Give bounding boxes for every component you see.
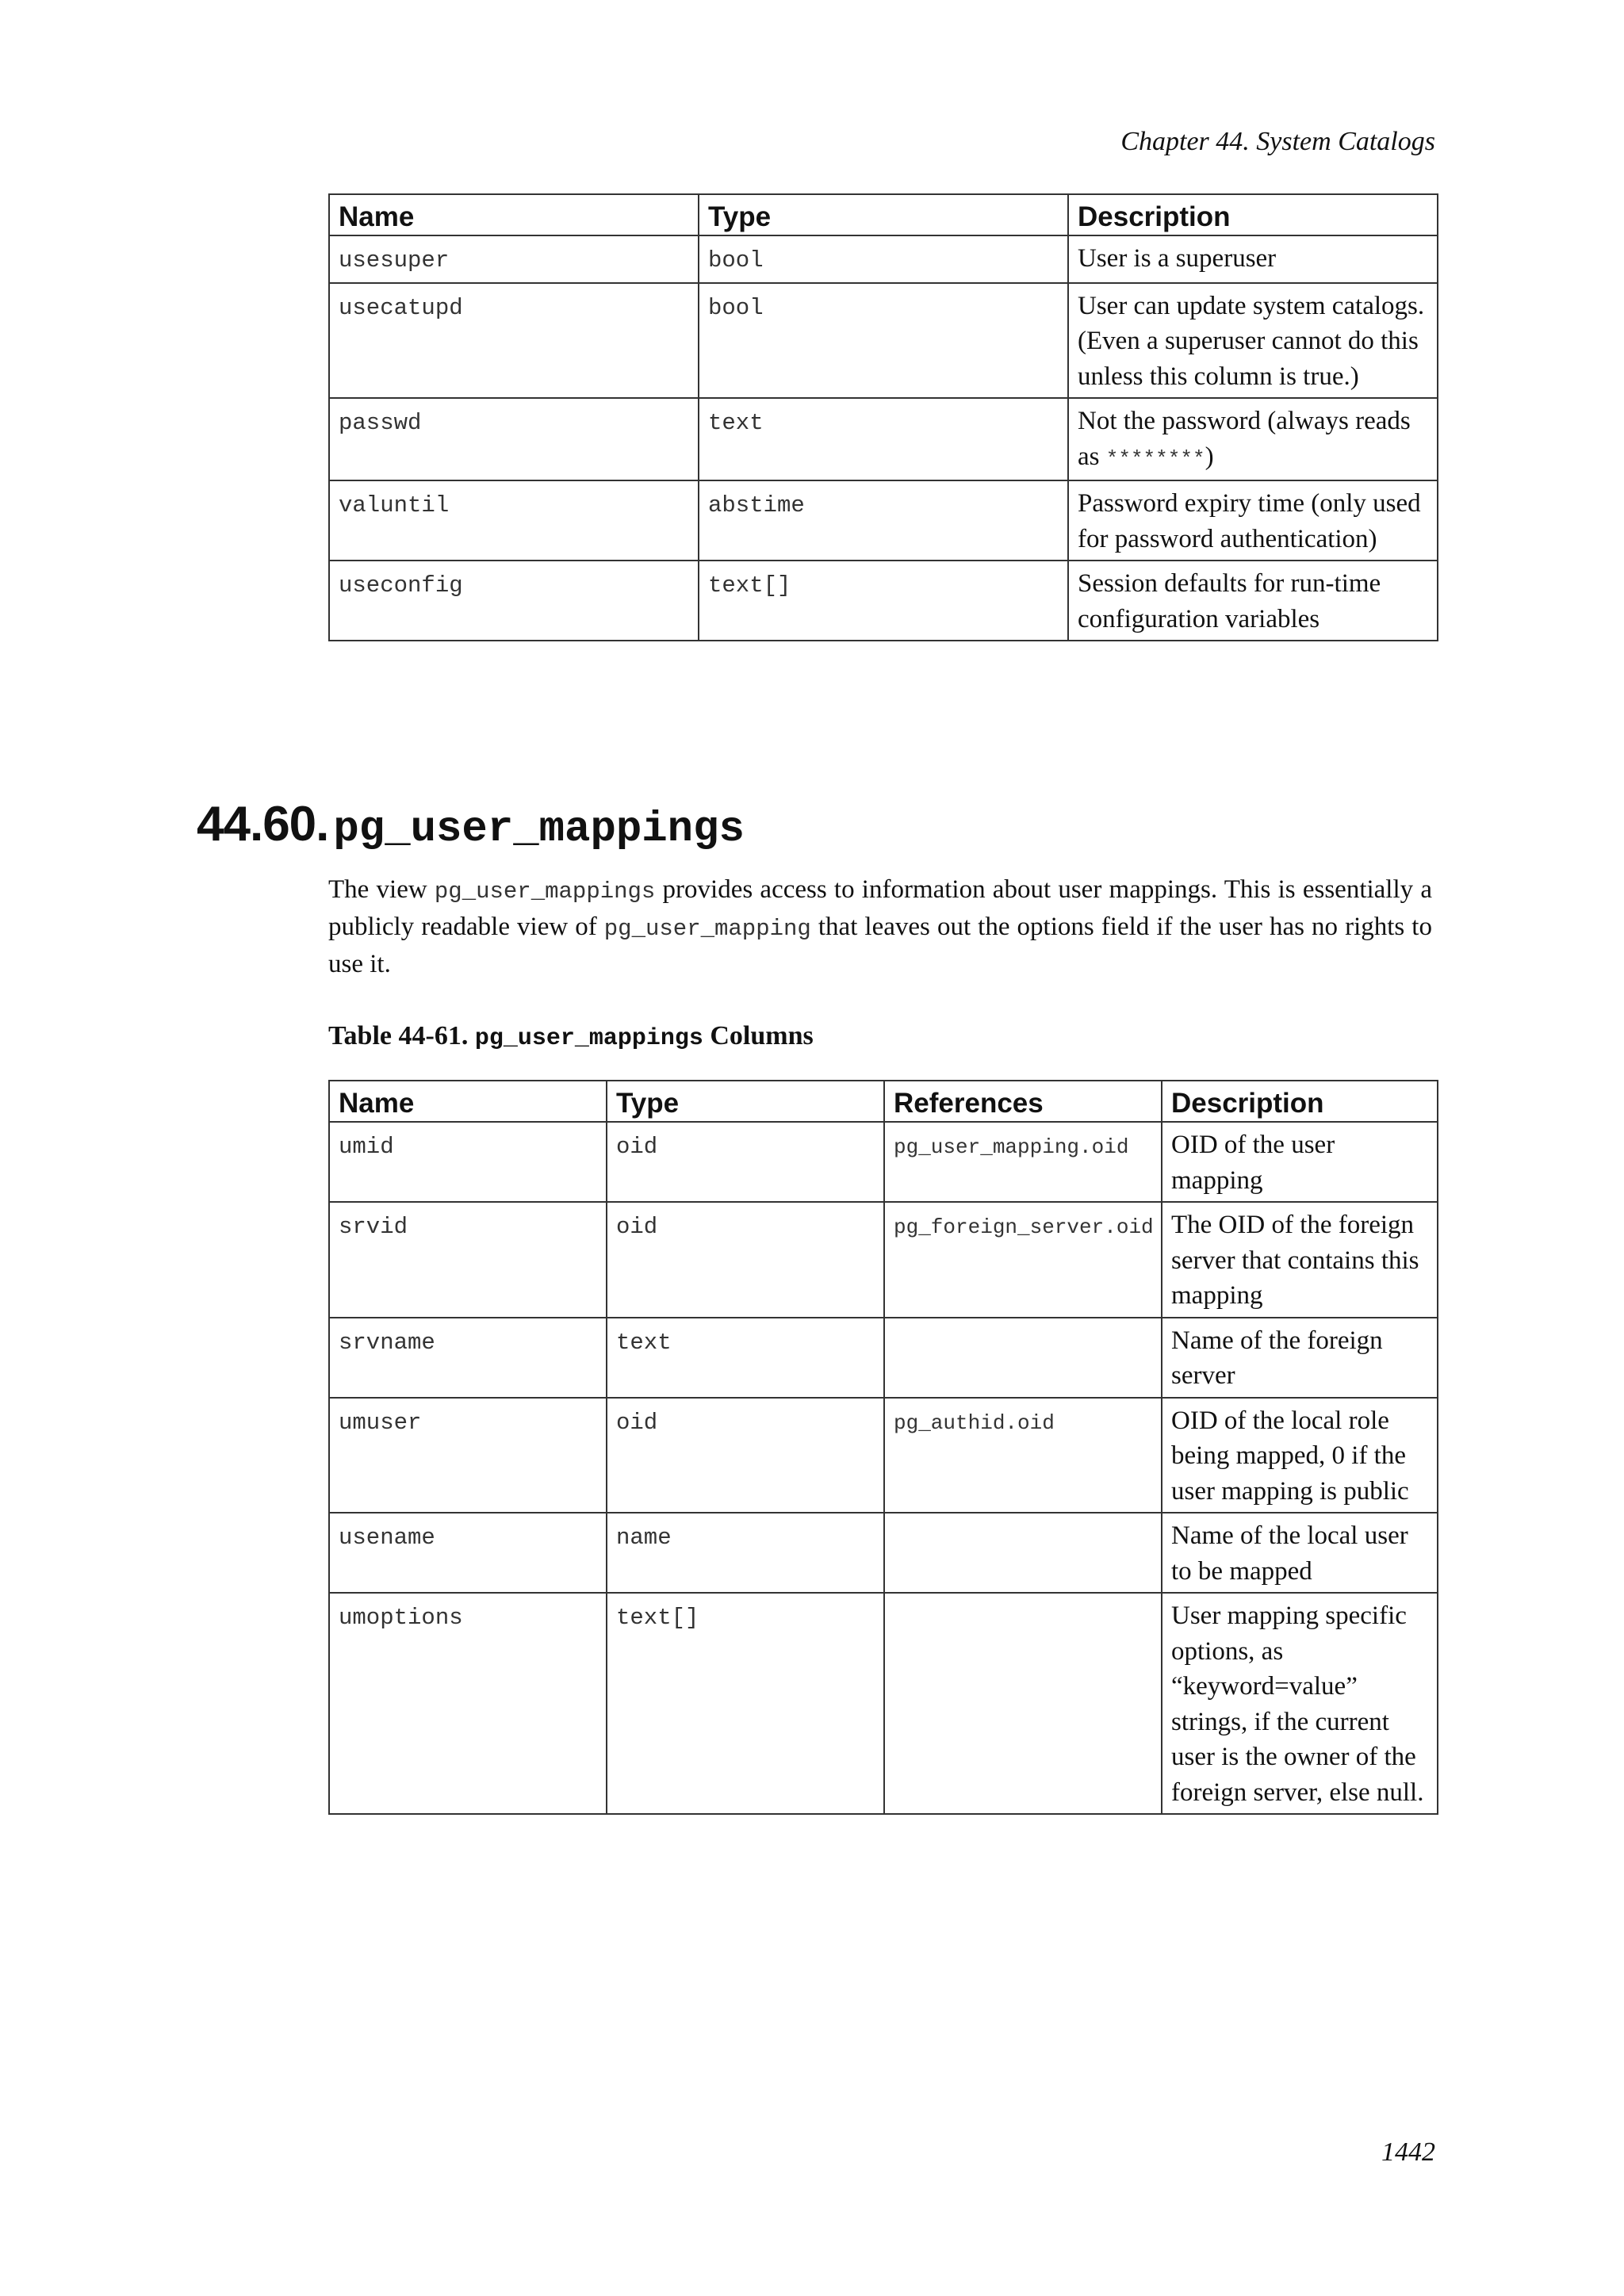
caption-suffix: Columns xyxy=(703,1021,814,1050)
section-number: 44.60. xyxy=(197,797,329,851)
table-row xyxy=(329,1122,1438,1202)
table-row xyxy=(329,283,1438,399)
cell-type: text xyxy=(699,398,1068,480)
column-header-type: Type xyxy=(607,1081,884,1122)
intro-text: provides access to information about user mappings. This is essentially a publicly readable view of xyxy=(328,875,1432,941)
caption-prefix: Table 44-61. xyxy=(328,1021,475,1050)
cell-name: useconfig xyxy=(329,561,699,641)
cell-description: OID of the local role being mapped, 0 if the user mapping is public xyxy=(1162,1398,1438,1513)
cell-references: pg_authid.oid xyxy=(884,1398,1162,1513)
cell-name: umoptions xyxy=(329,1593,607,1814)
cell-name: passwd xyxy=(329,398,699,480)
section-intro-paragraph xyxy=(328,872,1432,982)
cell-name: usesuper xyxy=(329,235,699,283)
column-header-description: Description xyxy=(1162,1081,1438,1122)
cell-type: bool xyxy=(699,283,1068,399)
cell-name: umid xyxy=(329,1122,607,1202)
cell-name: srvname xyxy=(329,1318,607,1398)
cell-type: text xyxy=(607,1318,884,1398)
table-row xyxy=(329,1318,1438,1398)
cell-references: pg_user_mapping.oid xyxy=(884,1122,1162,1202)
running-header: Chapter 44. System Catalogs xyxy=(1120,127,1435,156)
column-header-references: References xyxy=(884,1081,1162,1122)
table-row xyxy=(329,1513,1438,1593)
table-row xyxy=(329,1202,1438,1318)
cell-name: usecatupd xyxy=(329,283,699,399)
column-header-description: Description xyxy=(1068,194,1438,235)
cell-type: abstime xyxy=(699,480,1068,561)
cell-type: oid xyxy=(607,1202,884,1318)
cell-description: Name of the foreign server xyxy=(1162,1318,1438,1398)
cell-description: Password expiry time (only used for password authentication) xyxy=(1068,480,1438,561)
intro-code-view-name: pg_user_mappings xyxy=(434,878,656,905)
table-header-row xyxy=(329,1081,1438,1122)
pg-user-mappings-columns-table xyxy=(328,1080,1438,1815)
intro-text: The view xyxy=(328,875,435,904)
table-row xyxy=(329,480,1438,561)
table-row xyxy=(329,561,1438,641)
cell-type: oid xyxy=(607,1398,884,1513)
cell-description: The OID of the foreign server that contains this mapping xyxy=(1162,1202,1438,1318)
cell-description: OID of the user mapping xyxy=(1162,1122,1438,1202)
page-number: 1442 xyxy=(1381,2137,1435,2167)
cell-description: Session defaults for run-time configuration variables xyxy=(1068,561,1438,641)
section-title: pg_user_mappings xyxy=(333,806,745,854)
cell-references xyxy=(884,1318,1162,1398)
column-header-name: Name xyxy=(329,1081,607,1122)
table-row xyxy=(329,1593,1438,1814)
description-text: ) xyxy=(1205,442,1214,471)
cell-type: text[] xyxy=(699,561,1068,641)
masked-password-code: ******** xyxy=(1105,446,1205,471)
cell-name: usename xyxy=(329,1513,607,1593)
cell-name: umuser xyxy=(329,1398,607,1513)
cell-description xyxy=(1068,398,1438,480)
catalog-columns-table-continued xyxy=(328,193,1438,641)
table-row xyxy=(329,235,1438,283)
cell-name: valuntil xyxy=(329,480,699,561)
cell-type: name xyxy=(607,1513,884,1593)
cell-description: User can update system catalogs. (Even a superuser cannot do this unless this column is true.) xyxy=(1068,283,1438,399)
cell-description: User mapping specific options, as “keyword=value” strings, if the current user is the owner of the foreign server, else null. xyxy=(1162,1593,1438,1814)
cell-references xyxy=(884,1513,1162,1593)
description-text: Not the password (always reads as xyxy=(1078,407,1411,471)
table-row xyxy=(329,398,1438,480)
cell-type: bool xyxy=(699,235,1068,283)
caption-code: pg_user_mappings xyxy=(474,1025,703,1052)
cell-description: Name of the local user to be mapped xyxy=(1162,1513,1438,1593)
cell-type: oid xyxy=(607,1122,884,1202)
cell-type: text[] xyxy=(607,1593,884,1814)
column-header-name: Name xyxy=(329,194,699,235)
table-header-row xyxy=(329,194,1438,235)
intro-code-catalog-name: pg_user_mapping xyxy=(603,916,811,942)
table-row xyxy=(329,1398,1438,1513)
cell-name: srvid xyxy=(329,1202,607,1318)
cell-references xyxy=(884,1593,1162,1814)
section-heading xyxy=(197,796,745,854)
intro-text: that leaves out the options field if the user has no rights to use it. xyxy=(328,913,1432,978)
table-caption xyxy=(328,1021,814,1052)
column-header-type: Type xyxy=(699,194,1068,235)
cell-references: pg_foreign_server.oid xyxy=(884,1202,1162,1318)
cell-description: User is a superuser xyxy=(1068,235,1438,283)
